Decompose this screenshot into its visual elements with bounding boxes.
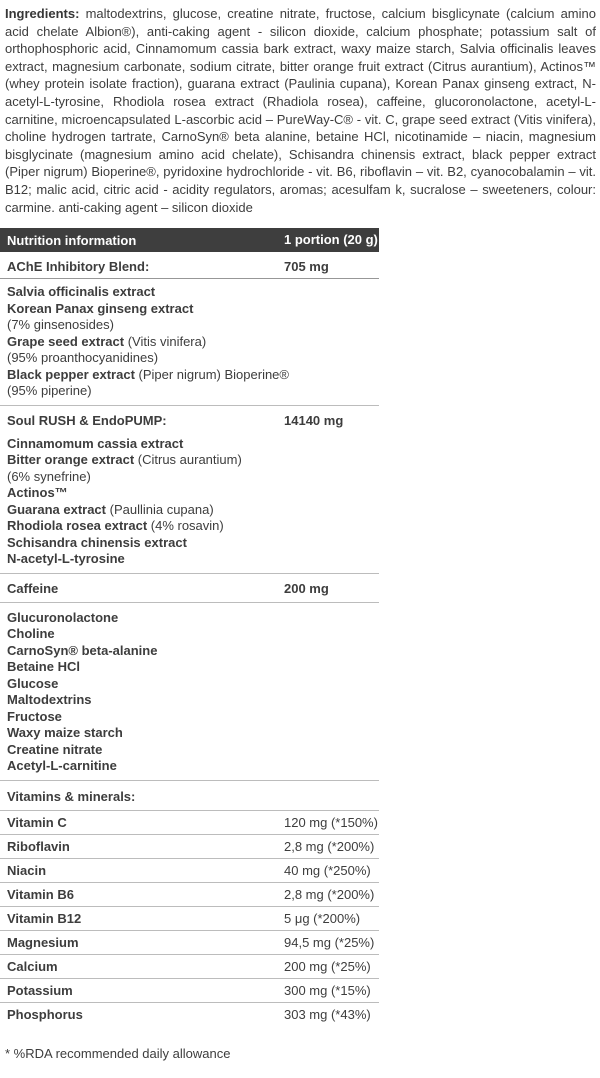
nutrient-row-vitamin-b6: Vitamin B6 2,8 mg (*200%) [0, 883, 379, 907]
table-subitem: Fructose [7, 708, 62, 724]
ingredients-heading: Ingredients: [5, 6, 80, 21]
table-subitem: Waxy maize starch [7, 725, 123, 741]
group-ache-blend-items [0, 279, 379, 406]
table-subitem: Cinnamomum cassia extract [7, 435, 184, 451]
table-subitem: (6% synefrine) [7, 468, 91, 484]
nutrition-table-header [0, 228, 379, 252]
table-subitem: Choline [7, 626, 55, 642]
rda-footnote: * %RDA recommended daily allowance [5, 1045, 231, 1061]
section-label: Caffeine [7, 580, 59, 596]
nutrient-row-niacin: Niacin 40 mg (*250%) [0, 859, 379, 883]
section-label: Vitamins & minerals: [7, 788, 136, 804]
table-subitem: Schisandra chinensis extract [7, 534, 187, 550]
ingredients-text: maltodextrins, glucose, creatine nitrate, fructose, calcium bisglicynate (calcium amino acid chelate Albion®), anti-caking agent - silicon dioxide, calcium phosphate; potassium salt of orthophosphoric acid, Cinnamomum cassia bark extract, waxy maize starch, Salvia officinalis leaves extract, magnesium carbonate, sodium citrate, bitter orange fruit extract (Citrus aurantium), Actinos™ (whey protein isolate fraction), guarana extract (Paulinia cupana), Korean Panax ginseng extract, N-acetyl-L-tyrosine, Rhodiola rosea extract (Rhadiola rosea), caffeine, glucoronolactone, acetyl-L-carnitine, microencapsulated L-ascorbic acid – PureWay-C® - vit. C, grape seed extract (Vitis vinifera), choline hydrogen tartrate, CarnoSyn® beta alanine, betaine HCl, nicotinamide – niacin, magnesium bisglycinate (magnesium amino acid chelate), Schisandra chinensis extract, black pepper extract (Piper nigrum) Bioperine®, pyridoxine hydrochloride - vit. B6, riboflavin – vit. B2, cyanocobalamin – vit. B12; malic acid, citric acid - acidity regulators, aromas; acesulfam k, sucralose – sweeteners, colour: carmine. anti-caking agent – silicon dioxide [5, 6, 596, 215]
header-col-portion: 1 portion (20 g) [284, 232, 378, 248]
nutrition-table [0, 228, 379, 1026]
table-subitem: Creatine nitrate [7, 741, 103, 757]
section-value: 200 mg [284, 580, 329, 596]
nutrient-row-riboflavin: Riboflavin 2,8 mg (*200%) [0, 835, 379, 859]
nutrient-row-vitamin-b12: Vitamin B12 5 μg (*200%) [0, 907, 379, 931]
section-value: 705 mg [284, 259, 329, 275]
table-subitem: (95% piperine) [7, 383, 92, 399]
table-subitem: Salvia officinalis extract [7, 284, 156, 300]
table-subitem: Rhodiola rosea extract (4% rosavin) [7, 518, 224, 534]
table-subitem: Glucuronolactone [7, 609, 119, 625]
table-subitem: (95% proanthocyanidines) [7, 350, 159, 366]
group-soul-rush-items [0, 429, 379, 574]
table-subitem: Glucose [7, 675, 59, 691]
section-row-soul-rush [0, 406, 379, 429]
table-subitem: N-acetyl-L-tyrosine [7, 551, 125, 567]
nutrient-row-phosphorus: Phosphorus 303 mg (*43%) [7, 1006, 371, 1022]
table-subitem: Bitter orange extract (Citrus aurantium) [7, 452, 242, 468]
section-label: AChE Inhibitory Blend: [7, 259, 150, 275]
section-value: 14140 mg [284, 412, 344, 428]
table-subitem: Betaine HCl [7, 659, 80, 675]
label-page [0, 5, 600, 1061]
table-subitem: Maltodextrins [7, 692, 92, 708]
section-label: Soul RUSH & EndoPUMP: [7, 412, 167, 428]
group-carrier-items [0, 603, 379, 781]
table-subitem: Acetyl-L-carnitine [7, 758, 117, 774]
section-row-caffeine [0, 574, 379, 603]
nutrient-row-calcium: Calcium 200 mg (*25%) [0, 955, 379, 979]
nutrient-row-potassium: Potassium 300 mg (*15%) [0, 979, 379, 1003]
ingredients-paragraph [5, 5, 596, 216]
table-subitem: Black pepper extract (Piper nigrum) Bioperine® [7, 366, 289, 382]
section-row-ache-blend [0, 252, 379, 279]
table-subitem: CarnoSyn® beta-alanine [7, 642, 158, 658]
nutrient-row-magnesium: Magnesium 94,5 mg (*25%) [0, 931, 379, 955]
table-subitem: (7% ginsenosides) [7, 317, 114, 333]
table-subitem: Actinos™ [7, 485, 68, 501]
table-subitem: Guarana extract (Paullinia cupana) [7, 501, 214, 517]
table-subitem: Korean Panax ginseng extract [7, 300, 194, 316]
nutrient-row-vitamin-c: Vitamin C 120 mg (*150%) [0, 811, 379, 835]
section-row-vitamins-minerals [0, 781, 379, 811]
table-subitem: Grape seed extract (Vitis vinifera) [7, 333, 207, 349]
header-col-title: Nutrition information [7, 232, 137, 248]
